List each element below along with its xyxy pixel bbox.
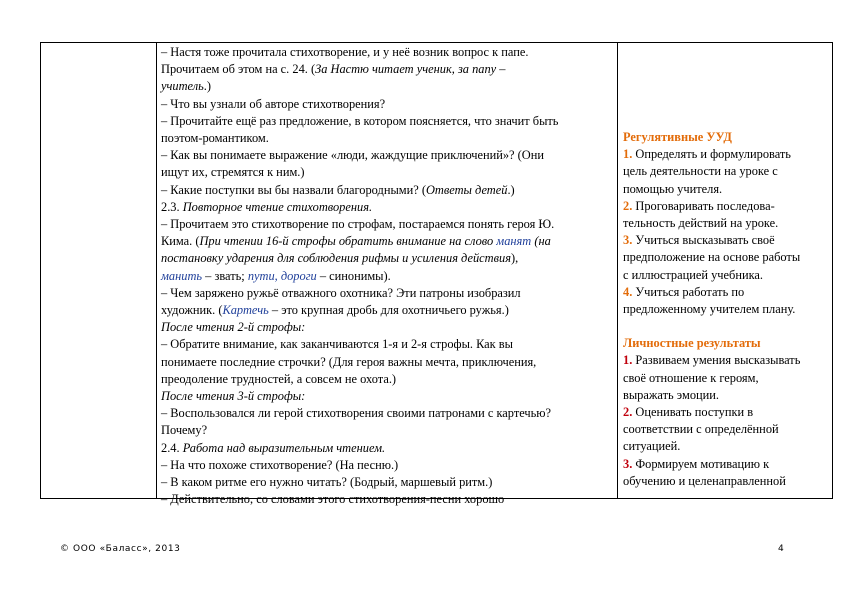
line-text: Кима. ( <box>161 234 200 249</box>
copyright: © ООО «Баласс», 2013 <box>60 544 181 554</box>
lesson-line <box>161 405 613 422</box>
item-text: тельность действий на уроке. <box>623 216 779 231</box>
lesson-line <box>161 233 613 250</box>
line-text: Работа над выразительным чтением. <box>182 440 386 455</box>
line-text: – Обратите внимание, как заканчиваются 1-я и 2-я строфы. Как вы <box>161 337 513 352</box>
lesson-table <box>40 42 833 507</box>
lesson-line <box>161 44 613 61</box>
lesson-line <box>161 388 613 405</box>
item-number: 2. <box>623 198 633 213</box>
uud-line <box>623 249 828 266</box>
uud-line <box>623 456 828 473</box>
line-text: – Что вы узнали об авторе стихотворения? <box>161 96 386 111</box>
lesson-line <box>161 268 613 285</box>
line-text: преодоление трудностей, а совсем не охота.) <box>161 371 397 386</box>
item-text: Учиться работать по <box>632 284 745 299</box>
line-text: При чтении 16-й строфы обратить внимание на слово <box>199 234 497 249</box>
item-text: Оценивать поступки в <box>632 405 754 420</box>
lesson-line <box>161 354 613 371</box>
key-term: пути, дороги <box>247 268 317 283</box>
item-text: Развиваем умения высказывать <box>632 353 801 368</box>
line-text: – звать; <box>202 268 248 283</box>
lesson-line <box>161 147 613 164</box>
lesson-line <box>161 113 613 130</box>
uud-line <box>623 421 828 438</box>
item-text: соответствии с определённой <box>623 422 779 437</box>
lesson-line <box>161 491 613 508</box>
item-number: 3. <box>623 233 633 248</box>
regulatory-list <box>623 146 828 318</box>
uud-line <box>623 387 828 404</box>
line-text: За Настю читает ученик, за папу – <box>315 62 506 77</box>
item-text: предложенному учителем плану. <box>623 302 796 317</box>
uud-line <box>623 438 828 455</box>
line-text: учитель <box>161 79 204 94</box>
lesson-line <box>161 440 613 457</box>
key-term: Картечь <box>222 303 269 318</box>
item-text: Учиться высказывать своё <box>632 233 775 248</box>
lesson-line <box>161 285 613 302</box>
lesson-line <box>161 164 613 181</box>
line-text: – Прочитайте ещё раз предложение, в котором поясняется, что значит быть <box>161 113 559 128</box>
line-text: – Какие поступки вы бы назвали благородными? ( <box>161 182 426 197</box>
item-text: своё отношение к героям, <box>623 370 759 385</box>
line-text: (на <box>531 234 551 249</box>
item-text: Формируем мотивацию к <box>632 456 770 471</box>
uud-line <box>623 284 828 301</box>
line-text: – Воспользовался ли герой стихотворения своими патронами с картечью? <box>161 406 552 421</box>
item-text: Определять и формулировать <box>632 147 791 162</box>
item-number: 3. <box>623 456 633 471</box>
item-text: выражать эмоции. <box>623 387 720 402</box>
lesson-line <box>161 78 613 95</box>
lesson-line <box>161 474 613 491</box>
lesson-line <box>161 182 613 199</box>
line-text: – На что похоже стихотворение? (На песню.) <box>161 457 399 472</box>
line-text: – Настя тоже прочитала стихотворение, и у неё возник вопрос к папе. <box>161 45 529 59</box>
key-term: манить <box>161 268 203 283</box>
line-text: – Действительно, со словами этого стихотворения-песни хорошо <box>161 492 505 507</box>
line-text: 2.4. <box>161 440 183 455</box>
lesson-line <box>161 422 613 439</box>
line-text: .) <box>507 182 515 197</box>
lesson-content-column <box>157 43 618 507</box>
lesson-line <box>161 336 613 353</box>
lesson-line <box>161 61 613 78</box>
uud-line <box>623 370 828 387</box>
line-text: – В каком ритме его нужно читать? (Бодрый, маршевый ритм.) <box>161 475 493 490</box>
line-text: ), <box>510 251 519 266</box>
line-text: – Как вы понимаете выражение «люди, жаждущие приключений»? (Они <box>161 148 544 163</box>
regulatory-heading: Регулятивные УУД <box>623 130 732 144</box>
uud-line <box>623 215 828 232</box>
line-text: ищут их, стремятся к ним.) <box>161 165 305 180</box>
uud-line <box>623 473 828 490</box>
uud-column <box>618 43 832 498</box>
line-text: После чтения 2-й строфы: <box>161 320 306 335</box>
uud-line <box>623 232 828 249</box>
item-text: Проговаривать последова- <box>632 198 775 213</box>
item-number: 2. <box>623 405 633 420</box>
line-text: После чтения 3-й строфы: <box>161 389 306 404</box>
line-text: – синонимы). <box>316 268 391 283</box>
lesson-line <box>161 302 613 319</box>
lesson-line <box>161 371 613 388</box>
item-text: цель деятельности на уроке с <box>623 164 778 179</box>
personal-list <box>623 352 828 490</box>
line-text: .) <box>203 79 212 94</box>
item-text: с иллюстрацией учебника. <box>623 267 764 282</box>
lesson-line <box>161 319 613 336</box>
uud-line <box>623 267 828 284</box>
line-text: постановку ударения для соблюдения рифмы и усиления действия <box>161 251 511 266</box>
lesson-line <box>161 216 613 233</box>
uud-line <box>623 181 828 198</box>
lesson-line <box>161 96 613 113</box>
item-text: помощью учителя. <box>623 181 723 196</box>
item-number: 1. <box>623 353 633 368</box>
line-text: 2.3. <box>161 199 183 214</box>
line-text: – Прочитаем это стихотворение по строфам, постараемся понять героя Ю. <box>161 217 555 232</box>
page-number: 4 <box>778 544 784 554</box>
uud-line <box>623 198 828 215</box>
lesson-line <box>161 250 613 267</box>
line-text: – Чем заряжено ружьё отважного охотника? Эти патроны изобразил <box>161 285 521 300</box>
item-text: обучению и целенаправленной <box>623 473 786 488</box>
uud-line <box>623 301 828 318</box>
line-text: художник. ( <box>161 303 223 318</box>
item-number: 4. <box>623 284 633 299</box>
item-text: предположение на основе работы <box>623 250 801 265</box>
line-text: Прочитаем об этом на с. 24. ( <box>161 62 316 77</box>
line-text: Повторное чтение стихотворения. <box>182 199 373 214</box>
line-text: – это крупная дробь для охотничьего ружья.) <box>268 303 509 318</box>
uud-line <box>623 404 828 421</box>
line-text: понимаете последние строчки? (Для героя важны мечта, приключения, <box>161 354 537 369</box>
item-number: 1. <box>623 147 633 162</box>
line-text: Ответы детей <box>425 182 508 197</box>
stage-column <box>41 43 157 498</box>
uud-line <box>623 163 828 180</box>
lesson-line <box>161 457 613 474</box>
item-text: ситуацией. <box>623 439 681 454</box>
line-text: поэтом-романтиком. <box>161 131 269 146</box>
line-text: Почему? <box>161 423 208 438</box>
uud-line <box>623 146 828 163</box>
personal-heading: Личностные результаты <box>623 336 761 351</box>
uud-line <box>623 352 828 369</box>
lesson-line <box>161 199 613 216</box>
lesson-line <box>161 130 613 147</box>
key-term: манят <box>496 234 532 249</box>
